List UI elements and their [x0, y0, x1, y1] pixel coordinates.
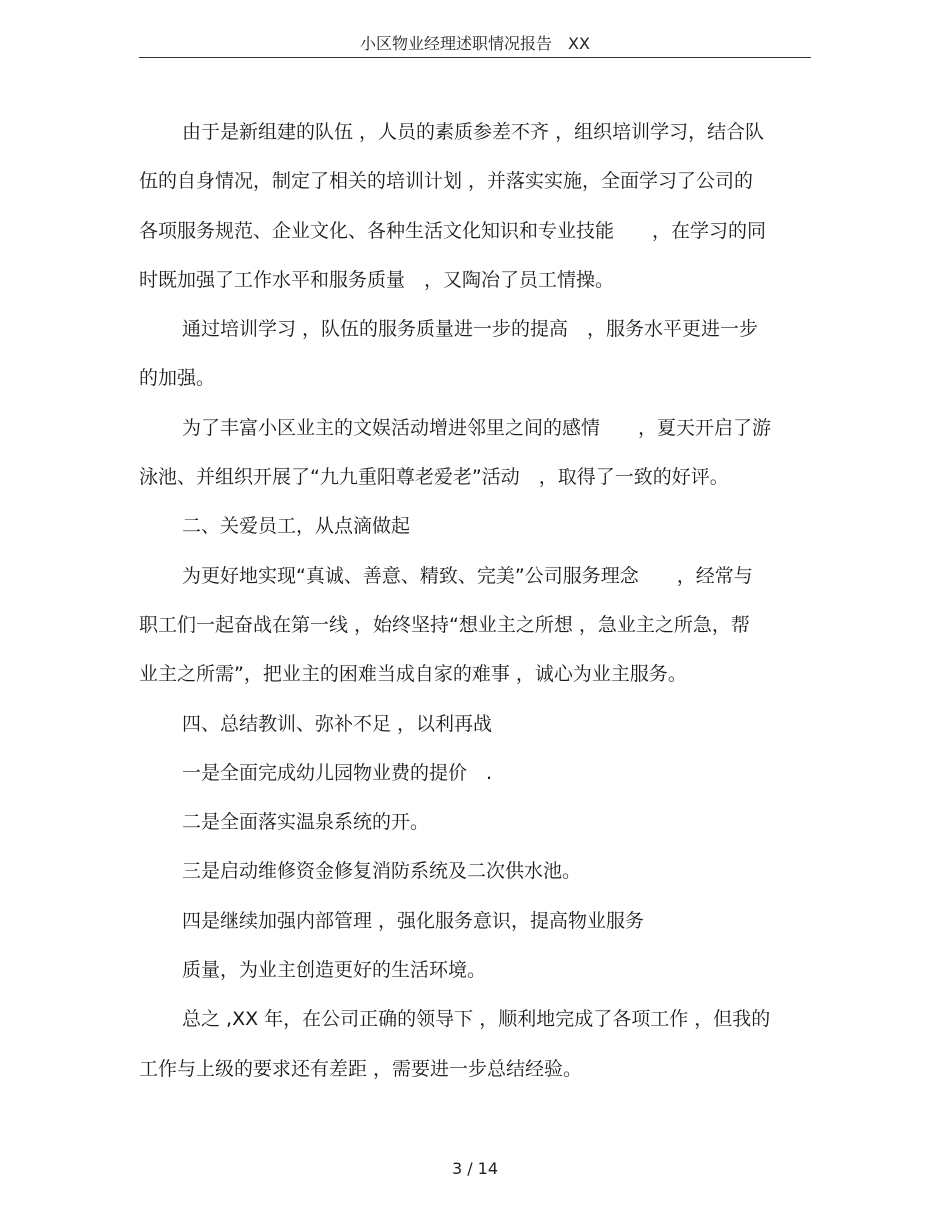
text-line: 工作与上级的要求还有差距 ，需要进一步总结经验。 [139, 1057, 583, 1080]
text-line: 伍的自身情况，制定了相关的培训计划 ，并落实实施，全面学习了公司的 [139, 170, 754, 193]
list-item: 二是全面落实温泉系统的开。 [182, 811, 430, 834]
text-line: 总之 ,XX 年，在公司正确的领导下 ，顺利地完成了各项工作 ，但我的 [182, 1008, 771, 1031]
text-line: 为了丰富小区业主的文娱活动增进邻里之间的感情 ，夏天开启了游 [182, 416, 772, 439]
page-indicator: 3 / 14 [451, 1159, 499, 1178]
section-heading: 四、总结教训、弥补不足 ，以利再战 [182, 712, 493, 735]
header-code: XX [568, 34, 590, 53]
text-line: 为更好地实现“真诚、善意、精致、完美”公司服务理念 ，经常与 [182, 564, 753, 587]
text-line: 各项服务规范、企业文化、各种生活文化知识和专业技能 ，在学习的同 [139, 219, 767, 242]
text-line: 由于是新组建的队伍 ，人员的素质参差不齐 ，组织培训学习，结合队 [182, 121, 765, 143]
text-line: 时既加强了工作水平和服务质量 ，又陶冶了员工情操。 [139, 268, 615, 291]
header-title: 小区物业经理述职情况报告 [360, 34, 553, 53]
text-line: 业主之所需”，把业主的困难当成自家的难事 ，诚心为业主服务。 [139, 663, 687, 686]
text-line: 的加强。 [139, 367, 216, 390]
list-item: 四是继续加强内部管理 ，强化服务意识，提高物业服务 [182, 909, 645, 932]
text-line: 职工们一起奋战在第一线 ，始终坚持“想业主之所想 ，急业主之所急，帮 [139, 613, 750, 636]
page-header [139, 33, 811, 55]
list-item: 一是全面完成幼儿园物业费的提价 . [182, 761, 493, 784]
list-item: 三是启动维修资金修复消防系统及二次供水池。 [182, 860, 582, 883]
text-line: 通过培训学习 ，队伍的服务质量进一步的提高 ，服务水平更进一步 [182, 318, 759, 341]
text-line: 质量，为业主创造更好的生活环境。 [182, 959, 487, 982]
header-rule [139, 57, 811, 58]
document-body [139, 108, 811, 1094]
section-heading: 二、关爱员工，从点滴做起 [182, 515, 411, 538]
text-line: 泳池、并组织开展了“九九重阳尊老爱老”活动 ，取得了一致的好评。 [139, 466, 729, 489]
